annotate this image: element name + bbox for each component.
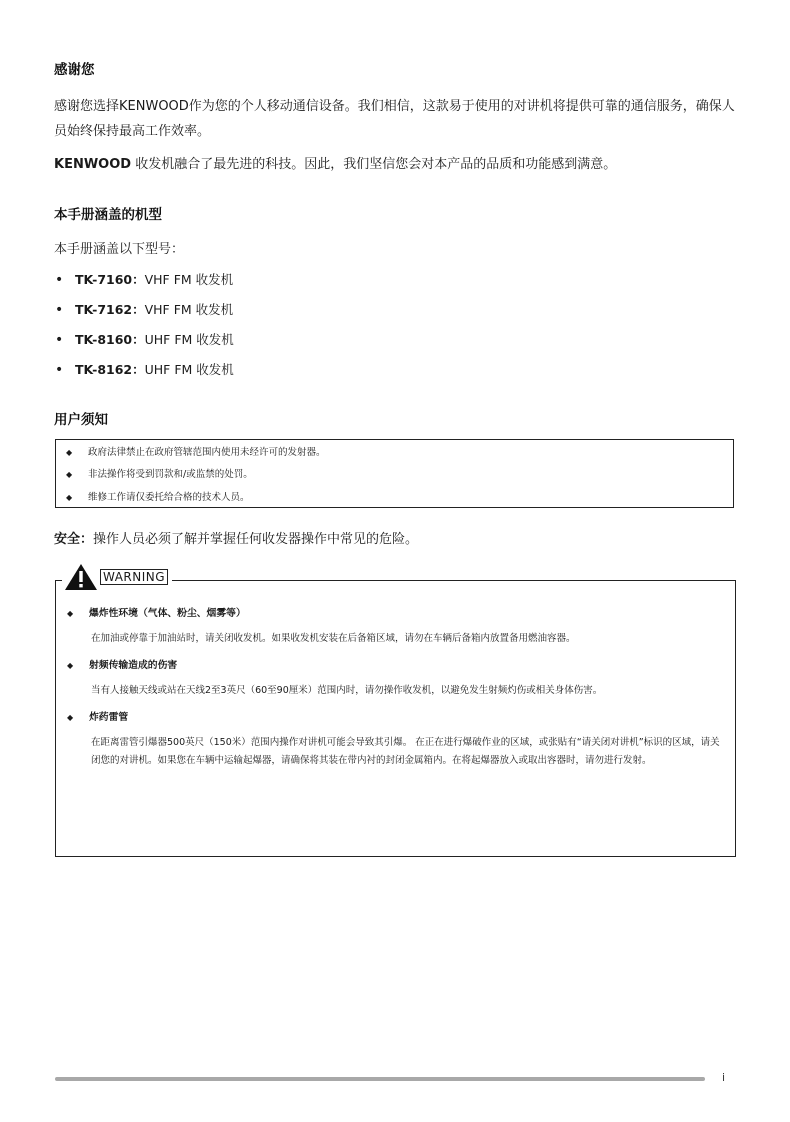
- notice-item: [66, 446, 326, 460]
- model-list-item: [54, 270, 234, 300]
- safety-note: [54, 530, 418, 550]
- model-code: TK-7162：: [75, 302, 145, 317]
- diamond-bullet-icon: ◆: [66, 493, 73, 502]
- brand-paragraph-text: 收发机融合了最先进的科技。因此，我们坚信您会对本产品的品质和功能感到满意。: [131, 157, 617, 172]
- warning-item-text: 在加油或停靠于加油站时，请关闭收发机。如果收发机安装在后备箱区域，请勿在车辆后备箱内放置备用燃油容器。: [91, 633, 576, 644]
- warning-item-text: 当有人接触天线或站在天线2至3英尺（60至90厘米）范围内时，请勿操作收发机，以避免发生射频灼伤或相关身体伤害。: [91, 685, 603, 696]
- model-list-item: [54, 360, 234, 390]
- warning-item: [67, 607, 723, 648]
- notice-item: [66, 491, 250, 505]
- model-list-item: [54, 300, 234, 330]
- warning-item-text: 在距离雷管引爆器500英尺（150米）范围内操作对讲机可能会导致其引爆。 在正在进行爆破作业的区域，或张贴有“请关闭对讲机”标识的区域，请关闭您的对讲机。如果您在车辆中运输起爆器，请确保将其装在带内衬的封闭金属箱内。在将起爆器放入或取出容器时，请勿进行发射。: [91, 737, 720, 766]
- diamond-bullet-icon: ◆: [66, 470, 73, 479]
- footer-divider: [55, 1077, 705, 1081]
- safety-text: 操作人员必须了解并掌握任何收发器操作中常见的危险。: [93, 532, 419, 547]
- warning-item: [67, 711, 723, 770]
- diamond-bullet-icon: ◆: [67, 661, 74, 670]
- warning-item-title-text: 炸药雷管: [89, 712, 129, 723]
- warning-item: [67, 659, 723, 700]
- model-code: TK-8162：: [75, 362, 145, 377]
- bullet-icon: •: [55, 362, 64, 378]
- warning-item-title-text: 射频传输造成的伤害: [89, 660, 178, 671]
- model-code: TK-7160：: [75, 272, 145, 287]
- models-heading: 本手册涵盖的机型: [54, 207, 162, 223]
- model-list-item: [54, 330, 234, 360]
- bullet-icon: •: [55, 302, 64, 318]
- model-description: VHF FM 收发机: [144, 302, 234, 317]
- diamond-bullet-icon: ◆: [67, 609, 74, 618]
- warning-item-title: [67, 659, 723, 673]
- bullet-icon: •: [55, 332, 64, 348]
- warning-item-title: [67, 607, 723, 621]
- warning-label: WARNING: [100, 569, 168, 585]
- notice-item-text: 维修工作请仅委托给合格的技术人员。: [88, 492, 250, 503]
- brand-name: KENWOOD: [54, 157, 132, 172]
- model-code: TK-8160：: [75, 332, 145, 347]
- thanks-heading: 感谢您: [54, 62, 95, 78]
- models-intro: 本手册涵盖以下型号：: [54, 242, 185, 257]
- safety-label: 安全：: [54, 532, 94, 547]
- notice-heading: 用户须知: [54, 412, 108, 428]
- notice-item-text: 政府法律禁止在政府管辖范围内使用未经许可的发射器。: [88, 447, 326, 458]
- notice-item-text: 非法操作将受到罚款和/或监禁的处罚。: [88, 469, 253, 480]
- warning-item-title-text: 爆炸性环境（气体、粉尘、烟雾等）: [89, 608, 246, 619]
- model-list: [54, 270, 234, 390]
- model-description: UHF FM 收发机: [144, 332, 234, 347]
- diamond-bullet-icon: ◆: [67, 713, 74, 722]
- bullet-icon: •: [55, 272, 64, 288]
- diamond-bullet-icon: ◆: [66, 448, 73, 457]
- warning-item-title: [67, 711, 723, 725]
- page-number: i: [722, 1071, 726, 1084]
- notice-box: [55, 439, 734, 508]
- thanks-paragraph: 感谢您选择KENWOOD作为您的个人移动通信设备。我们相信，这款易于使用的对讲机将提供可靠的通信服务，确保人员始终保持最高工作效率。: [54, 99, 735, 139]
- notice-item: [66, 468, 253, 482]
- brand-paragraph: [54, 152, 736, 177]
- warning-triangle-icon: [64, 563, 98, 591]
- warning-tag: [62, 563, 172, 591]
- model-description: UHF FM 收发机: [144, 362, 234, 377]
- model-description: VHF FM 收发机: [144, 272, 234, 287]
